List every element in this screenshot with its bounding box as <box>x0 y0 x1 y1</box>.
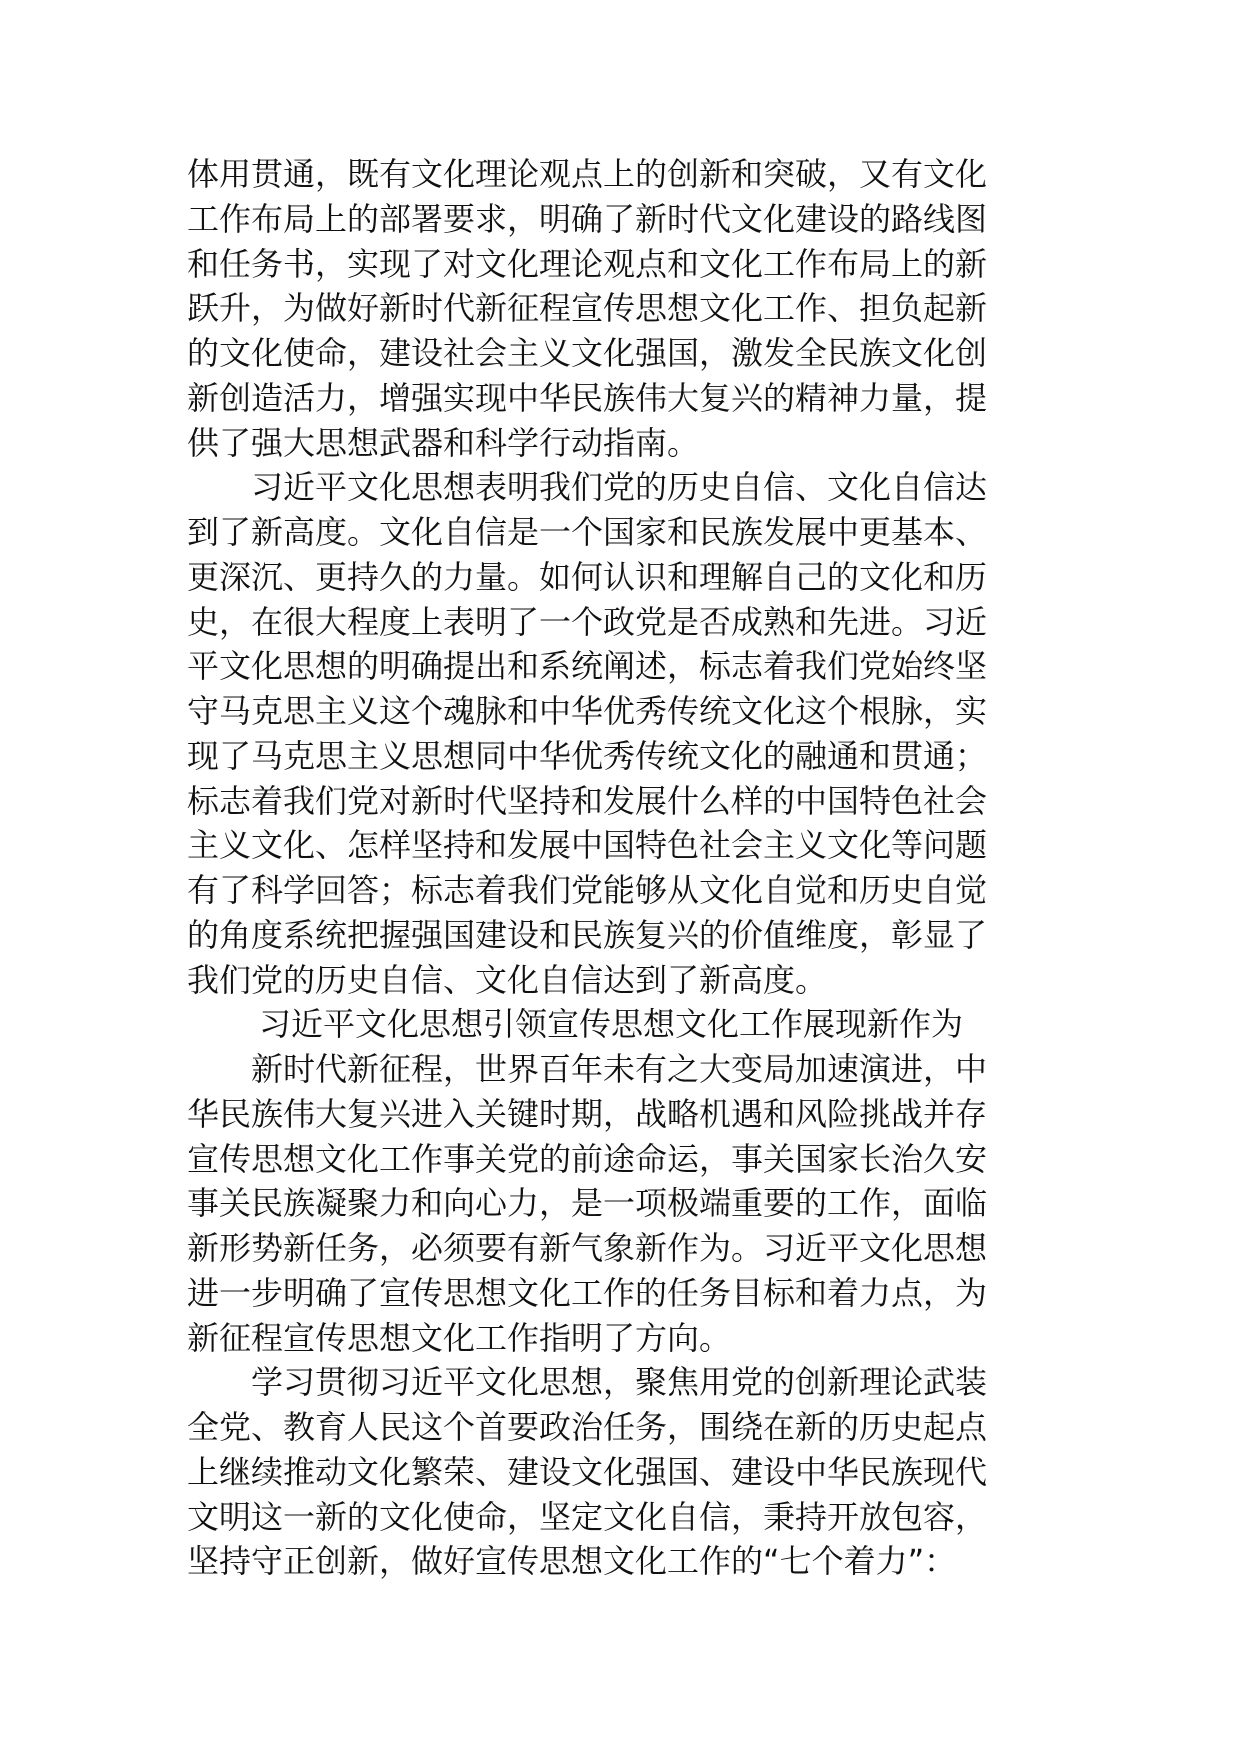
text-line: 主义文化、怎样坚持和发展中国特色社会主义文化等问题 <box>187 826 988 865</box>
text-line: 守马克思主义这个魂脉和中华优秀传统文化这个根脉，实 <box>187 692 988 730</box>
paragraph-first-line: 习近平文化思想表明我们党的历史自信、文化自信达 <box>251 468 988 507</box>
text-line: 的文化使命，建设社会主义文化强国，激发全民族文化创 <box>187 334 988 372</box>
text-line: 和任务书，实现了对文化理论观点和文化工作布局上的新 <box>187 244 988 283</box>
text-line: 华民族伟大复兴进入关键时期，战略机遇和风险挑战并存 <box>187 1094 988 1133</box>
text-line: 文明这一新的文化使命，坚定文化自信，秉持开放包容， <box>187 1497 988 1536</box>
text-line: 工作布局上的部署要求，明确了新时代文化建设的路线图 <box>187 199 988 238</box>
text-line: 跃升，为做好新时代新征程宣传思想文化工作、担负起新 <box>187 289 988 328</box>
text-line: 上继续推动文化繁荣、建设文化强国、建设中华民族现代 <box>187 1452 988 1491</box>
text-line: 事关民族凝聚力和向心力，是一项极端重要的工作，面临 <box>187 1184 988 1223</box>
text-line: 我们党的历史自信、文化自信达到了新高度。 <box>187 960 828 999</box>
text-line: 更深沉、更持久的力量。如何认识和理解自己的文化和历 <box>187 557 988 596</box>
text-line: 新形势新任务，必须要有新气象新作为。习近平文化思想 <box>187 1229 988 1267</box>
section-heading: 习近平文化思想引领宣传思想文化工作展现新作为 <box>259 1005 964 1044</box>
text-line: 的角度系统把握强国建设和民族复兴的价值维度，彰显了 <box>187 915 988 954</box>
text-line: 坚持守正创新，做好宣传思想文化工作的“七个着力”： <box>187 1542 957 1581</box>
text-line: 进一步明确了宣传思想文化工作的任务目标和着力点，为 <box>187 1273 988 1312</box>
text-line: 供了强大思想武器和科学行动指南。 <box>187 423 700 462</box>
text-line: 宣传思想文化工作事关党的前途命运，事关国家长治久安 <box>187 1139 988 1178</box>
body-text <box>187 152 1067 1584</box>
paragraph-first-line: 学习贯彻习近平文化思想，聚焦用党的创新理论武装 <box>251 1363 988 1402</box>
paragraph-first-line: 新时代新征程，世界百年未有之大变局加速演进，中 <box>251 1050 988 1088</box>
text-line: 平文化思想的明确提出和系统阐述，标志着我们党始终坚 <box>187 647 988 686</box>
text-line: 体用贯通，既有文化理论观点上的创新和突破，又有文化 <box>187 155 988 193</box>
text-line: 有了科学回答；标志着我们党能够从文化自觉和历史自觉 <box>187 871 988 909</box>
text-line: 标志着我们党对新时代坚持和发展什么样的中国特色社会 <box>187 781 988 820</box>
text-line: 新创造活力，增强实现中华民族伟大复兴的精神力量，提 <box>187 378 988 417</box>
text-line: 全党、教育人民这个首要政治任务，围绕在新的历史起点 <box>187 1408 988 1446</box>
text-line: 新征程宣传思想文化工作指明了方向。 <box>187 1318 732 1357</box>
text-line: 史，在很大程度上表明了一个政党是否成熟和先进。习近 <box>187 602 988 641</box>
text-line: 到了新高度。文化自信是一个国家和民族发展中更基本、 <box>187 513 988 551</box>
text-line: 现了马克思主义思想同中华优秀传统文化的融通和贯通； <box>187 736 988 775</box>
